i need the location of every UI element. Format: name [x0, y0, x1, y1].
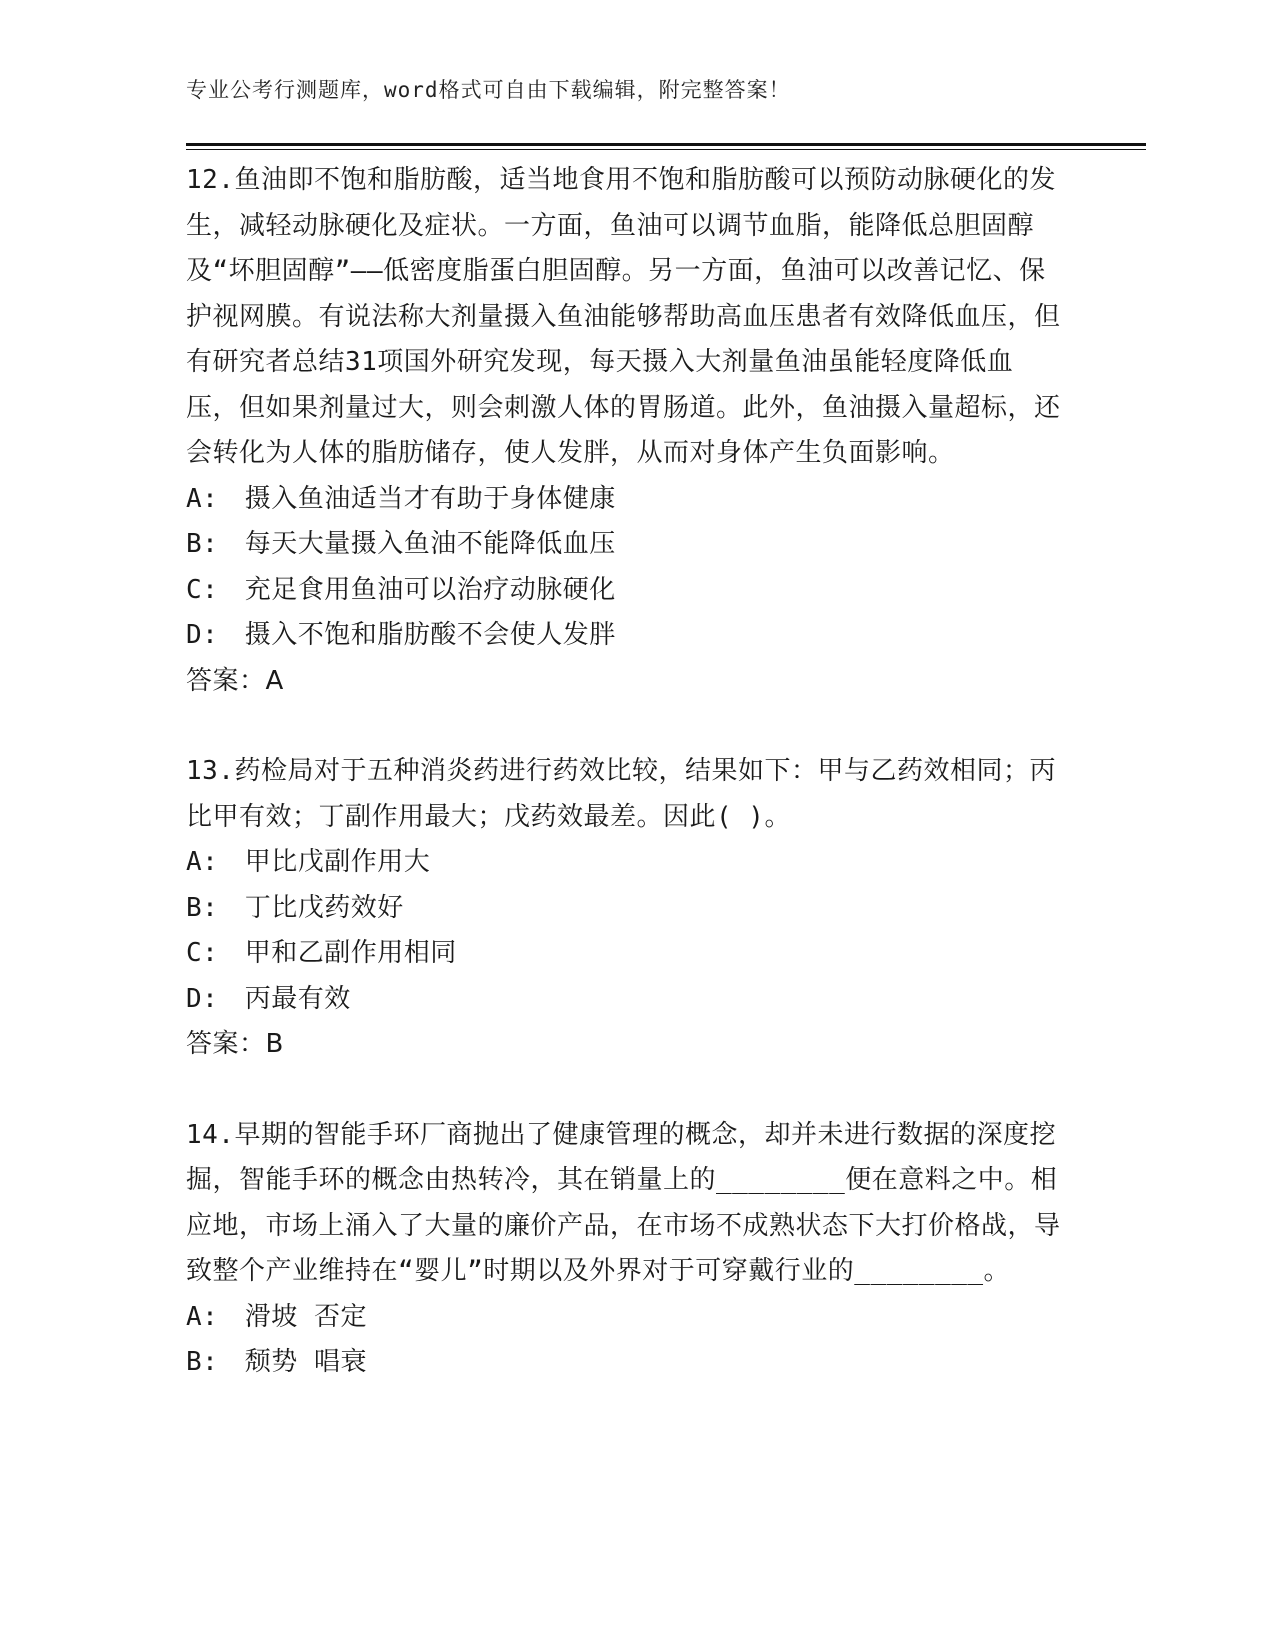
question-stem: 14.早期的智能手环厂商抛出了健康管理的概念，却并未进行数据的深度挖掘，智能手环的概念由热转冷，其在销量上的________便在意料之中。相应地，市场上涌入了大量的廉价产品，在市场不成熟状态下大打价格战，导致整个产业维持在“婴儿”时期以及外界对于可穿戴行业的________。: [186, 1119, 1061, 1286]
question-13: [186, 749, 1066, 1068]
option-d: D: 摄入不饱和脂肪酸不会使人发胖: [186, 620, 616, 650]
header-rule-thick: [186, 143, 1146, 146]
option-c: C: 充足食用鱼油可以治疗动脉硬化: [186, 574, 616, 605]
question-12: [186, 158, 1066, 704]
question-14: [186, 1113, 1066, 1386]
question-stem: 13.药检局对于五种消炎药进行药效比较，结果如下：甲与乙药效相同；丙比甲有效；丁副作用最大；戊药效最差。因此( )。: [186, 756, 1056, 832]
option-a: A: 滑坡 否定: [186, 1301, 367, 1332]
spacer: [186, 1068, 1066, 1113]
option-b: B: 丁比戊药效好: [186, 892, 404, 923]
page-header: 专业公考行测题库，word格式可自由下载编辑，附完整答案！: [186, 78, 791, 102]
option-d: D: 丙最有效: [186, 983, 351, 1014]
answer-line: 答案：A: [186, 665, 284, 696]
option-c: C: 甲和乙副作用相同: [186, 938, 457, 968]
question-stem: 12.鱼油即不饱和脂肪酸，适当地食用不饱和脂肪酸可以预防动脉硬化的发生，减轻动脉硬化及症状。一方面，鱼油可以调节血脂，能降低总胆固醇及“坏胆固醇”——低密度脂蛋白胆固醇。另一方面，鱼油可以改善记忆、保护视网膜。有说法称大剂量摄入鱼油能够帮助高血压患者有效降低血压，但有研究者总结31项国外研究发现，每天摄入大剂量鱼油虽能轻度降低血压，但如果剂量过大，则会刺激人体的胃肠道。此外，鱼油摄入量超标，还会转化为人体的脂肪储存，使人发胖，从而对身体产生负面影响。: [186, 165, 1061, 468]
option-b: B: 每天大量摄入鱼油不能降低血压: [186, 529, 616, 559]
spacer: [186, 704, 1066, 749]
question-list: [186, 158, 1066, 1386]
option-a: A: 摄入鱼油适当才有助于身体健康: [186, 483, 616, 514]
header-rule-thin: [186, 149, 1146, 150]
answer-line: 答案：B: [186, 1029, 284, 1059]
option-a: A: 甲比戊副作用大: [186, 847, 431, 877]
option-b: B: 颓势 唱衰: [186, 1347, 367, 1377]
